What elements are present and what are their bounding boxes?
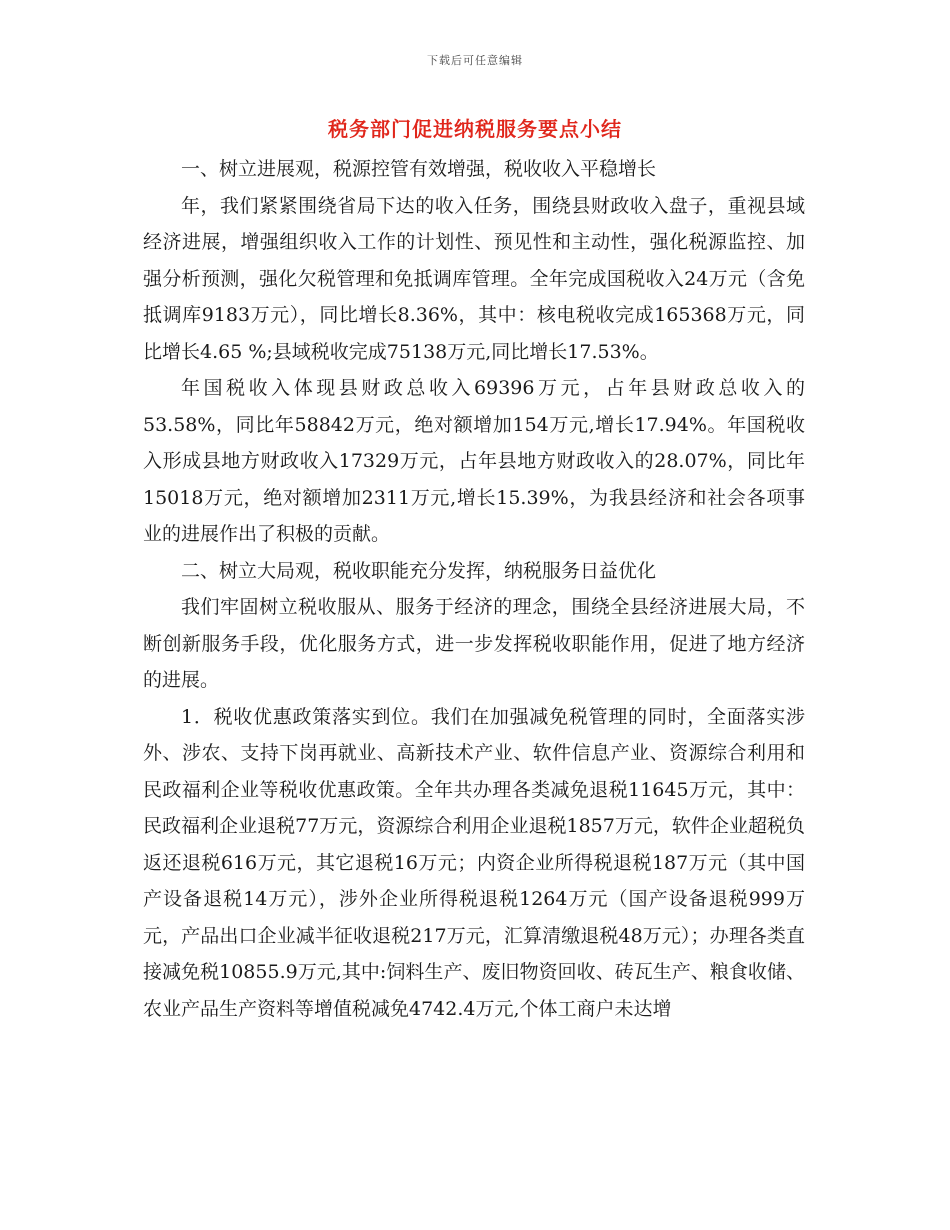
document-body <box>143 151 805 1027</box>
section-heading-2: 二、树立大局观，税收职能充分发挥，纳税服务日益优化 <box>181 559 657 582</box>
body-paragraph: 我们牢固树立税收服从、服务于经济的理念，围绕全县经济进展大局，不断创新服务手段，优化服务方式，进一步发挥税收职能作用，促进了地方经济的进展。 <box>143 596 805 691</box>
document-title: 税务部门促进纳税服务要点小结 <box>328 117 622 141</box>
body-paragraph: 年，我们紧紧围绕省局下达的收入任务，围绕县财政收入盘子，重视县域经济进展，增强组织收入工作的计划性、预见性和主动性，强化税源监控、加强分析预测，强化欠税管理和免抵调库管理。全年完成国税收入24万元（含免抵调库9183万元），同比增长8.36%，其中：核电税收完成165368万元，同比增长4.65 %;县域税收完成75138万元,同比增长17.53%。 <box>143 194 805 363</box>
body-paragraph: 年国税收入体现县财政总收入69396万元，占年县财政总收入的53.58%，同比年58842万元，绝对额增加154万元,增长17.94%。年国税收入形成县地方财政收入17329万元，占年县地方财政收入的28.07%，同比年15018万元，绝对额增加2311万元,增长15.39%，为我县经济和社会各项事业的进展作出了积极的贡献。 <box>143 377 805 545</box>
body-paragraph: 1．税收优惠政策落实到位。我们在加强减免税管理的同时，全面落实涉外、涉农、支持下岗再就业、高新技术产业、软件信息产业、资源综合利用和民政福利企业等税收优惠政策。全年共办理各类减免退税11645万元，其中：民政福利企业退税77万元，资源综合利用企业退税1857万元，软件企业超税负返还退税616万元，其它退税16万元；内资企业所得税退税187万元（其中国产设备退税14万元），涉外企业所得税退税1264万元（国产设备退税999万元，产品出口企业减半征收退税217万元，汇算清缴退税48万元）；办理各类直接减免税10855.9万元,其中:饲料生产、废旧物资回收、砖瓦生产、粮食收储、农业产品生产资料等增值税减免4742.4万元,个体工商户未达增 <box>143 705 805 1020</box>
header-note: 下载后可任意编辑 <box>427 54 523 67</box>
section-heading-1: 一、树立进展观，税源控管有效增强，税收收入平稳增长 <box>181 158 657 180</box>
